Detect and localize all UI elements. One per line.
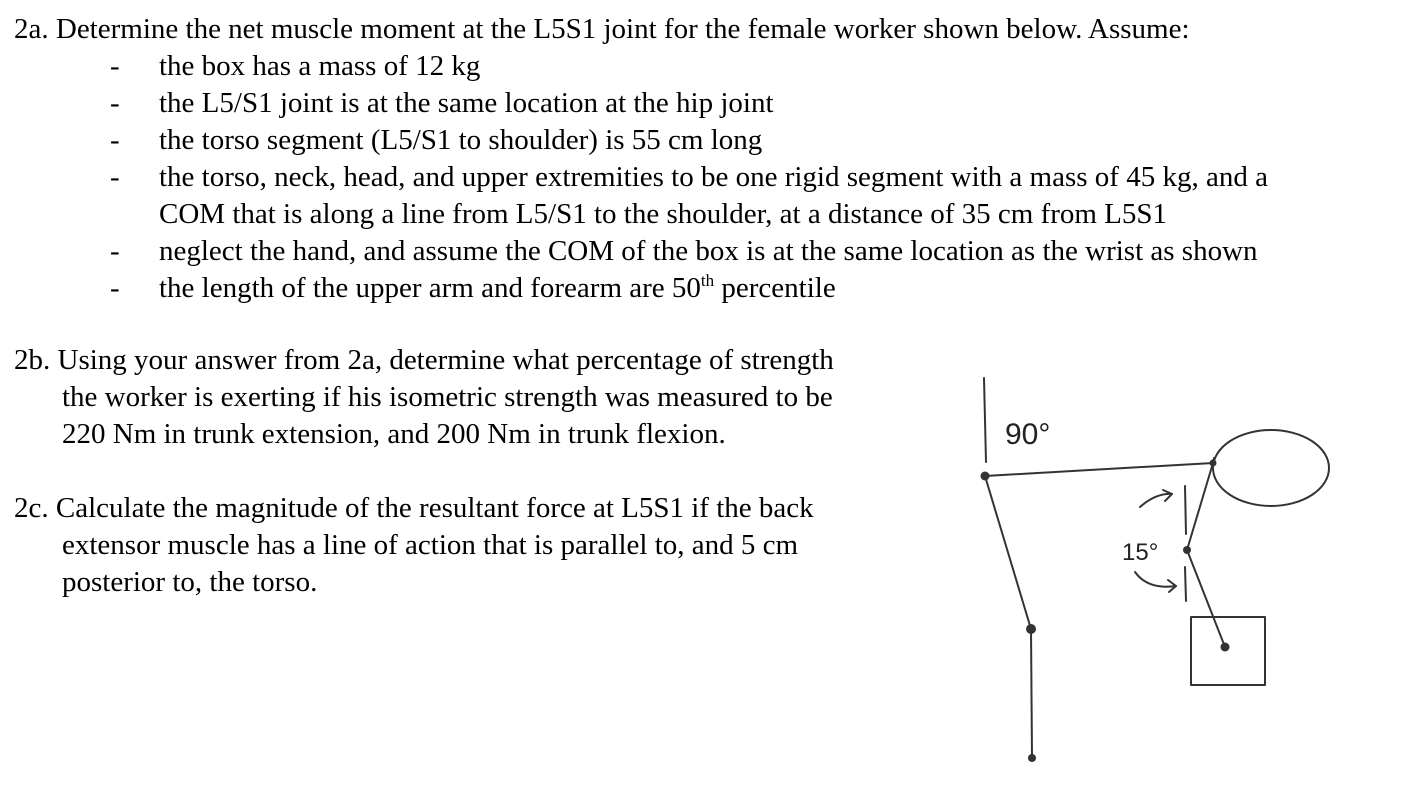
question-2b-line: 2b. Using your answer from 2a, determine what percentage of strength bbox=[14, 344, 834, 376]
head-shape bbox=[1213, 430, 1329, 506]
arrowhead-upper bbox=[1163, 490, 1172, 501]
elbow-reference-line-upper bbox=[1185, 486, 1186, 534]
shoulder-joint-dot bbox=[1210, 460, 1217, 467]
question-2b-line: 220 Nm in trunk extension, and 200 Nm in trunk flexion. bbox=[62, 418, 726, 450]
box-shape bbox=[1191, 617, 1265, 685]
bullet-dash: - bbox=[110, 124, 120, 156]
ordinal-superscript: th bbox=[700, 271, 715, 290]
knee-joint-dot bbox=[1026, 624, 1036, 634]
question-2c-line: posterior to, the torso. bbox=[62, 566, 318, 598]
arm-angle-label: 15° bbox=[1122, 539, 1159, 566]
question-2b-line: the worker is exerting if his isometric strength was measured to be bbox=[62, 381, 833, 413]
vertical-reference-line bbox=[984, 378, 986, 462]
assumption-text: the L5/S1 joint is at the same location at the hip joint bbox=[159, 87, 774, 119]
assumption-text: neglect the hand, and assume the COM of the box is at the same location as the wrist as shown bbox=[159, 235, 1258, 267]
ankle-joint-dot bbox=[1028, 754, 1036, 762]
bullet-dash: - bbox=[110, 272, 120, 304]
assumption-text-continuation: COM that is along a line from L5/S1 to the shoulder, at a distance of 35 cm from L5S1 bbox=[159, 198, 1168, 230]
torso-angle-label: 90° bbox=[1005, 418, 1051, 451]
question-2a-intro-text: 2a. Determine the net muscle moment at the L5S1 joint for the female worker shown below. Assume: bbox=[14, 13, 1190, 45]
assumption-text: the torso, neck, head, and upper extremities to be one rigid segment with a mass of 45 kg, and a bbox=[159, 161, 1268, 193]
hip-joint-dot bbox=[981, 472, 990, 481]
bullet-dash: - bbox=[110, 87, 120, 119]
angle-arrow-lower bbox=[1135, 572, 1176, 587]
forearm-segment bbox=[1187, 550, 1225, 647]
upper-arm-segment bbox=[1187, 463, 1213, 550]
question-2c-line: extensor muscle has a line of action that is parallel to, and 5 cm bbox=[62, 529, 799, 561]
shank-segment bbox=[1031, 629, 1032, 758]
assumption-text: the length of the upper arm and forearm are 50 bbox=[159, 272, 701, 304]
thigh-segment bbox=[985, 476, 1031, 629]
bullet-dash: - bbox=[110, 50, 120, 82]
bullet-dash: - bbox=[110, 161, 120, 193]
elbow-joint-dot bbox=[1183, 546, 1191, 554]
bullet-dash: - bbox=[110, 235, 120, 267]
angle-arrow-upper bbox=[1140, 494, 1172, 507]
elbow-reference-line-lower bbox=[1185, 567, 1186, 601]
assumption-text-tail: percentile bbox=[714, 272, 836, 304]
assumption-text: the torso segment (L5/S1 to shoulder) is 55 cm long bbox=[159, 124, 763, 156]
assumption-text: the box has a mass of 12 kg bbox=[159, 50, 481, 82]
wrist-joint-dot bbox=[1221, 643, 1230, 652]
torso-segment bbox=[985, 463, 1213, 476]
question-2c-line: 2c. Calculate the magnitude of the resultant force at L5S1 if the back bbox=[14, 492, 814, 524]
